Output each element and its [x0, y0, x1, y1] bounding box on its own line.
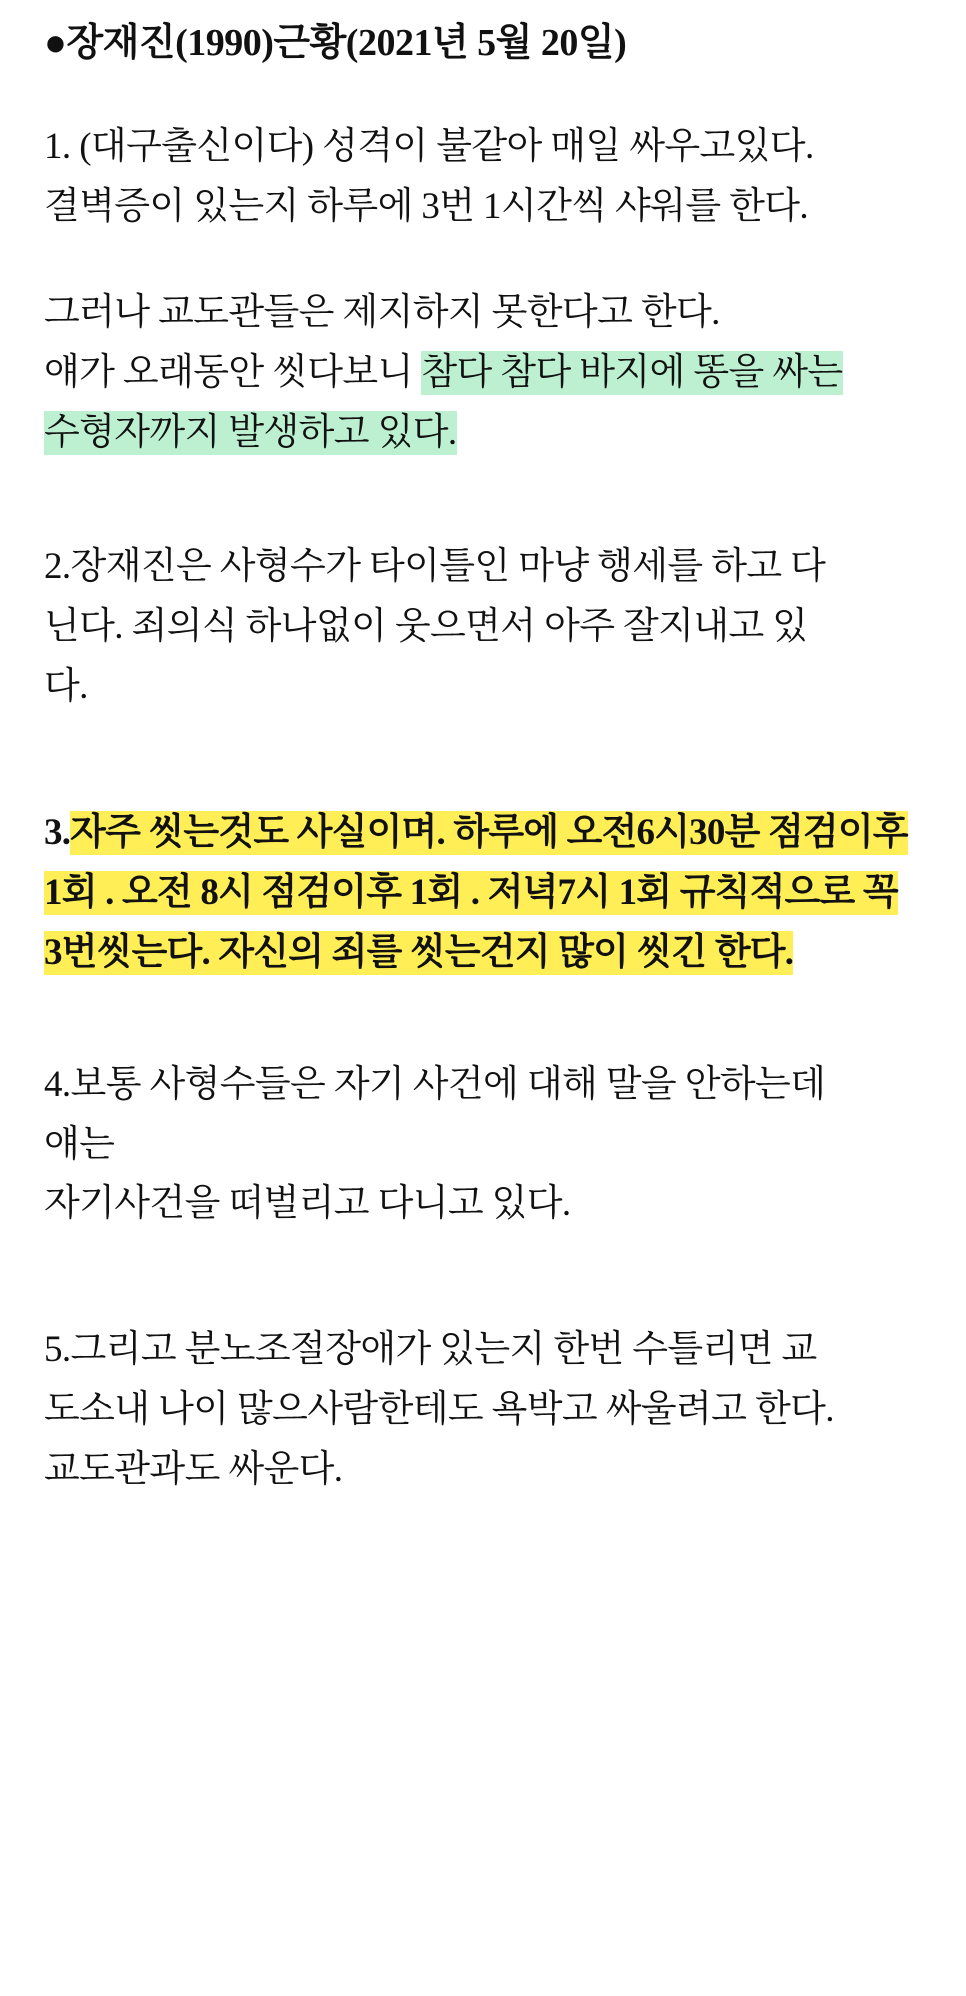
paragraph-item-1: [44, 117, 922, 237]
item-2-line-2: 닌다. 죄의식 하나없이 웃으면서 아주 잘지내고 있: [44, 605, 808, 647]
item-4-line-1: 4.보통 사형수들은 자기 사건에 대해 말을 안하는데: [44, 1063, 826, 1105]
title-bullet: ●: [44, 22, 67, 64]
paragraph-item-5: [44, 1320, 922, 1500]
item-5-line-1: 5.그리고 분노조절장애가 있는지 한번 수틀리면 교: [44, 1329, 817, 1371]
item-1b-prefix: 얘가 오래동안 씻다보니: [44, 352, 422, 394]
item-1-line-1: 1. (대구출신이다) 성격이 불같아 매일 싸우고있다.: [44, 126, 814, 168]
paragraph-item-2: [44, 537, 922, 717]
item-5-line-3: 교도관과도 싸운다.: [44, 1449, 343, 1491]
title-text: 장재진(1990)근황(2021년 5월 20일): [66, 22, 627, 64]
paragraph-item-1b: [44, 283, 922, 463]
paragraph-item-3: [44, 803, 922, 983]
paragraph-item-4: [44, 1055, 922, 1235]
highlight-yellow-text: 자주 씻는것도 사실이며. 하루에 오전6시30분 점검이후 1회 . 오전 8시 점검이후 1회 . 저녁7시 1회 규칙적으로 꼭 3번씻는다. 자신의 죄를 씻는건지 많이 씻긴 한다.: [44, 811, 908, 973]
item-2-line-1: 2.장재진은 사형수가 타이틀인 마냥 행세를 하고 다: [44, 545, 826, 587]
item-1-line-2: 결벽증이 있는지 하루에 3번 1시간씩 샤워를 한다.: [44, 186, 809, 228]
item-5-line-2: 도소내 나이 많으사람한테도 욕박고 싸울려고 한다.: [44, 1389, 834, 1431]
item-2-line-3: 다.: [44, 665, 88, 707]
item-4-line-3: 자기사건을 떠벌리고 다니고 있다.: [44, 1183, 571, 1225]
item-1b-lead: 그러나 교도관들은 제지하지 못한다고 한다.: [44, 292, 720, 334]
item-3-number: 3.: [44, 811, 71, 853]
highlight-green-text: 참다 참다 바지에 똥을 싸는 수형자까지 발생하고 있다.: [44, 352, 843, 454]
item-4-line-2: 얘는: [44, 1123, 115, 1165]
page-title: [44, 18, 922, 69]
